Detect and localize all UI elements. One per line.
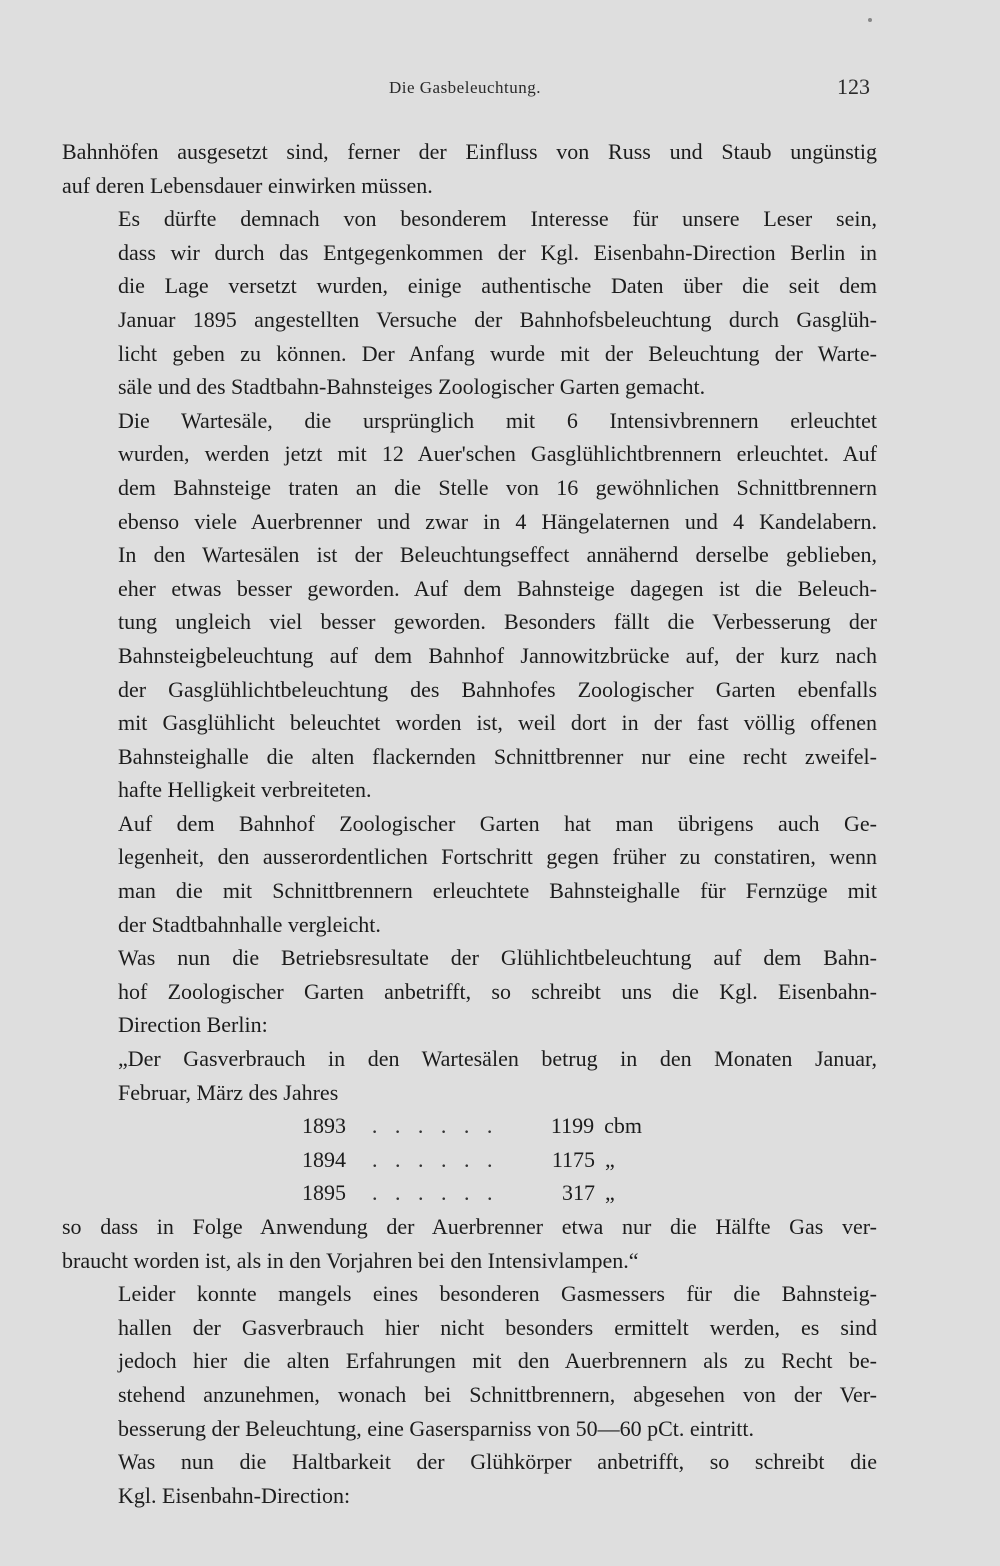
text-line: man die mit Schnittbrennern erleuchtete Bahnsteighalle für Fernzüge mit — [118, 878, 877, 904]
text-line: licht geben zu können. Der Anfang wurde mit der Beleuchtung der Warte- — [118, 340, 877, 366]
table-row — [302, 1143, 642, 1177]
text-line: „Der Gasverbrauch in den Wartesälen betrug in den Monaten Januar, — [118, 1046, 877, 1072]
text-line: hallen der Gasverbrauch hier nicht besonders ermittelt werden, es sind — [118, 1314, 877, 1340]
text-line: Was nun die Haltbarkeit der Glühkörper anbetrifft, so schreibt die — [118, 1449, 877, 1475]
gas-consumption-table — [302, 1109, 642, 1210]
paragraph — [62, 941, 877, 1042]
text-line: so dass in Folge Anwendung der Auerbrenner etwa nur die Hälfte Gas ver- — [62, 1214, 877, 1239]
text-line: Bahnhöfen ausgesetzt sind, ferner der Einfluss von Russ und Staub ungünstig — [62, 139, 877, 164]
running-header — [60, 74, 870, 108]
unit-cell: „ — [605, 1146, 615, 1172]
paper-speck — [868, 18, 872, 22]
leader-dots: . . . . . . — [372, 1146, 499, 1172]
leader-dots: . . . . . . — [372, 1180, 499, 1206]
text-line: Bahnsteighalle die alten flackernden Schnittbrenner nur eine recht zweifel- — [118, 743, 877, 769]
paragraph — [62, 135, 877, 202]
paragraphs-before-table — [62, 135, 877, 1109]
value-cell: 1175 — [551, 1146, 595, 1172]
paragraph — [62, 1277, 877, 1445]
text-line: legenheit, den ausserordentlichen Fortschritt gegen früher zu constatiren, wenn — [118, 844, 877, 870]
text-line: säle und des Stadtbahn-Bahnsteiges Zoologischer Garten gemacht. — [118, 374, 706, 400]
text-line: wurden, werden jetzt mit 12 Auer'schen Gasglühlichtbrennern erleuchtet. Auf — [118, 441, 877, 467]
text-line: Es dürfte demnach von besonderem Interesse für unsere Leser sein, — [118, 206, 877, 232]
text-line: eher etwas besser geworden. Auf dem Bahnsteige dagegen ist die Beleuch- — [118, 575, 877, 601]
text-line: Januar 1895 angestellten Versuche der Bahnhofsbeleuchtung durch Gasglüh- — [118, 306, 877, 332]
text-line: Kgl. Eisenbahn-Direction: — [118, 1482, 351, 1508]
text-line: Direction Berlin: — [118, 1012, 268, 1038]
running-title: Die Gasbeleuchtung. — [388, 78, 542, 97]
unit-cell: „ — [605, 1180, 615, 1206]
paragraph — [62, 807, 877, 941]
paragraph — [62, 1042, 877, 1109]
value-cell: 1199 — [550, 1113, 595, 1139]
text-line: auf deren Lebensdauer einwirken müssen. — [62, 172, 433, 198]
year-cell: 1895 — [302, 1180, 346, 1206]
text-line: dass wir durch das Entgegenkommen der Kgl. Eisenbahn-Direction Berlin in — [118, 239, 877, 265]
text-line: Bahnsteigbeleuchtung auf dem Bahnhof Jannowitzbrücke auf, der kurz nach — [118, 642, 877, 668]
text-line: jedoch hier die alten Erfahrungen mit den Auerbrennern als zu Recht be- — [118, 1348, 877, 1374]
text-line: hafte Helligkeit verbreiteten. — [118, 777, 372, 803]
unit-cell: cbm — [604, 1113, 642, 1139]
text-line: Die Wartesäle, die ursprünglich mit 6 Intensivbrennern erleuchtet — [118, 407, 877, 433]
text-line: besserung der Beleuchtung, eine Gasersparniss von 50—60 pCt. eintritt. — [118, 1415, 755, 1441]
paragraph — [62, 1210, 877, 1277]
paragraph — [62, 1445, 877, 1512]
year-cell: 1894 — [302, 1146, 346, 1172]
paragraphs-after-table — [62, 1210, 877, 1512]
leader-dots: . . . . . . — [371, 1113, 499, 1139]
text-line: Was nun die Betriebsresultate der Glühlichtbeleuchtung auf dem Bahn- — [118, 945, 877, 971]
table-row — [302, 1176, 642, 1210]
text-line: der Gasglühlichtbeleuchtung des Bahnhofes Zoologischer Garten ebenfalls — [118, 676, 877, 702]
text-line: hof Zoologischer Garten anbetrifft, so schreibt uns die Kgl. Eisenbahn- — [118, 978, 877, 1004]
text-line: dem Bahnsteige traten an die Stelle von 16 gewöhnlichen Schnittbrennern — [118, 474, 877, 500]
text-line: Leider konnte mangels eines besonderen Gasmessers für die Bahnsteig- — [118, 1281, 877, 1307]
text-line: mit Gasglühlicht beleuchtet worden ist, weil dort in der fast völlig offenen — [118, 710, 877, 736]
page-number: 123 — [837, 74, 870, 99]
text-line: ebenso viele Auerbrenner und zwar in 4 Hängelaternen und 4 Kandelabern. — [118, 508, 877, 534]
text-line: In den Wartesälen ist der Beleuchtungseffect annähernd derselbe geblieben, — [118, 542, 877, 568]
paragraph — [62, 404, 877, 807]
value-cell: 317 — [562, 1180, 595, 1206]
text-line: stehend anzunehmen, wonach bei Schnittbrennern, abgesehen von der Ver- — [118, 1381, 877, 1407]
text-line: der Stadtbahnhalle vergleicht. — [118, 911, 381, 937]
year-cell: 1893 — [302, 1113, 346, 1139]
text-line: die Lage versetzt wurden, einige authentische Daten über die seit dem — [118, 273, 877, 299]
text-line: Auf dem Bahnhof Zoologischer Garten hat man übrigens auch Ge- — [118, 810, 877, 836]
text-line: braucht worden ist, als in den Vorjahren bei den Intensivlampen.“ — [62, 1247, 639, 1273]
paragraph — [62, 202, 877, 404]
text-line: tung ungleich viel besser geworden. Besonders fällt die Verbesserung der — [118, 609, 877, 635]
table-row — [302, 1109, 642, 1143]
text-line: Februar, März des Jahres — [118, 1079, 339, 1105]
page-body — [62, 135, 877, 1512]
